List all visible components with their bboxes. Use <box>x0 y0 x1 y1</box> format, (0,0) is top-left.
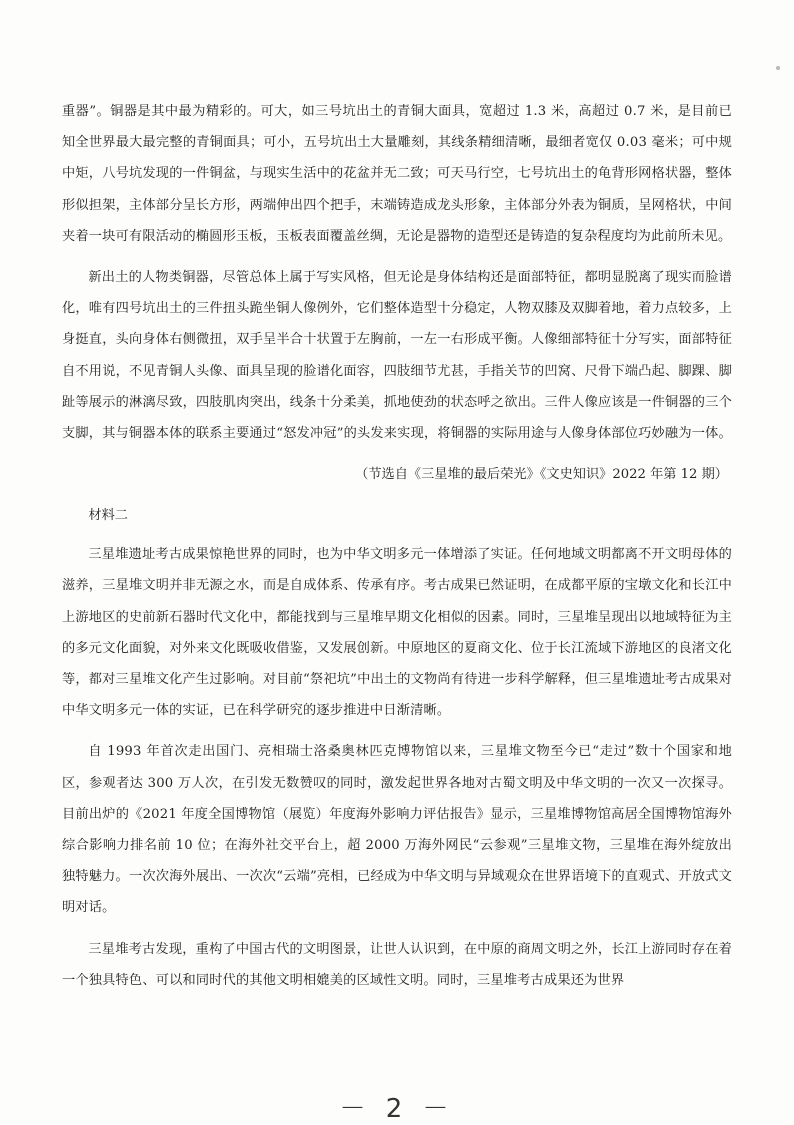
paragraph-bronze-ware: 重器”。铜器是其中最为精彩的。可大，如三号坑出土的青铜大面具，宽超过 1.3 米，高超过 0.7 米，是目前已知全世界最大最完整的青铜面具；可小，五号坑出土大量雕刻，其线条精细清晰，最细者宽仅 0.03 毫米；可中规中矩，八号坑发现的一件铜盆，与现实生活中的花盆并无二致；可天马行空，七号坑出土的龟背形网格状器，整体形似担架，主体部分呈长方形，两端伸出四个把手，末端铸造成龙头形象，主体部分外表为铜质，呈网格状，中间夹着一块可有限活动的椭圆形玉板，玉板表面覆盖丝绸，无论是器物的造型还是铸造的复杂程度均为此前所未见。 <box>62 104 732 244</box>
document-body <box>62 96 732 1006</box>
paragraph-civilization-evidence: 三星堆遗址考古成果惊艳世界的同时，也为中华文明多元一体增添了实证。任何地域文明都离不开文明母体的滋养，三星堆文明并非无源之水，而是自成体系、传承有序。考古成果已然证明，在成都平原的宝墩文化和长江中上游地区的史前新石器时代文化中，都能找到与三星堆早期文化相似的因素。同时，三星堆呈现出以地域特征为主的多元文化面貌，对外来文化既吸收借鉴，又发展创新。中原地区的夏商文化、位于长江流域下游地区的良渚文化等，都对三星堆文化产生过影响。对目前“祭祀坑”中出土的文物尚有待进一步科学解释，但三星堆遗址考古成果对中华文明多元一体的实证，已在科学研究的逐步推进中日渐清晰。 <box>62 547 732 719</box>
paragraph-regional-civilization: 三星堆考古发现，重构了中国古代的文明图景，让世人认识到，在中原的商周文明之外，长江上游同时存在着一个独具特色、可以和同时代的其他文明相媲美的区域性文明。同时，三星堆考古成果还为世界 <box>62 941 732 988</box>
paragraph-overseas-exhibitions: 自 1993 年首次走出国门、亮相瑞士洛桑奥林匹克博物馆以来，三星堆文物至今已“走过”数十个国家和地区，参观者达 300 万人次，在引发无数赞叹的同时，激发起世界各地对古蜀文明及中华文明的一次又一次探寻。目前出炉的《2021 年度全国博物馆（展览）年度海外影响力评估报告》显示，三星堆博物馆高居全国博物馆海外综合影响力排名前 10 位；在海外社交平台上，超 2000 万海外网民“云参观”三星堆文物，三星堆在海外绽放出独特魅力。一次次海外展出、一次次“云端”亮相，已经成为中华文明与异域观众在世界语境下的直观式、开放式文明对话。 <box>62 744 732 916</box>
source-citation: （节选自《三星堆的最后荣光》《文史知识》2022 年第 12 期） <box>355 467 728 483</box>
page-number: － 2 － <box>339 1094 455 1124</box>
section-heading-material-two: 材料二 <box>88 508 128 524</box>
scan-speck <box>776 66 780 70</box>
paragraph-figure-bronzes: 新出土的人物类铜器，尽管总体上属于写实风格，但无论是身体结构还是面部特征，都明显脱离了现实而脸谱化，唯有四号坑出土的三件扭头跪坐铜人像例外，它们整体造型十分稳定，人物双膝及双脚着地，着力点较多，上身挺直，头向身体右侧微扭，双手呈半合十状置于左胸前，一左一右形成平衡。人像细部特征十分写实，面部特征自不用说，不见青铜人头像、面具呈现的脸谱化面容，四肢细节尤甚，手指关节的凹窝、尺骨下端凸起、脚踝、脚趾等展示的淋漓尽致，四肢肌肉突出，线条十分柔美，抓地使劲的状态呼之欲出。三件人像应该是一件铜器的三个支脚，其与铜器本体的联系主要通过“怒发冲冠”的头发来实现，将铜器的实际用途与人像身体部位巧妙融为一体。 <box>62 270 732 442</box>
